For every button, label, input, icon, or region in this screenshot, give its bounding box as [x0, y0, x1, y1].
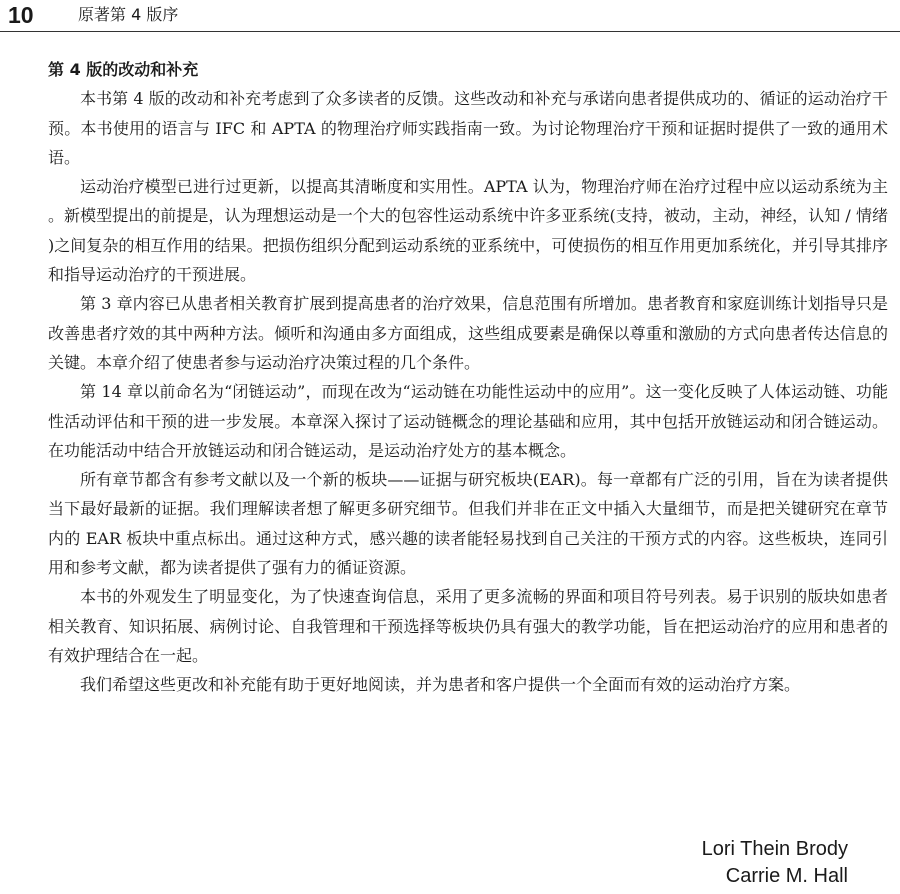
paragraph-chapter-14: 第 14 章以前命名为“闭链运动”，而现在改为“运动链在功能性运动中的应用”。这一变化反映了人体运动链、功能性活动评估和干预的进一步发展。本章深入探讨了运动链概念的理论基础和应用，其中包括开放链运动和闭合链运动。在功能活动中结合开放链运动和闭合链运动，是运动治疗处方的基本概念。 [48, 382, 888, 460]
paragraph-chapter-3: 第 3 章内容已从患者相关教育扩展到提高患者的治疗效果，信息范围有所增加。患者教育和家庭训练计划指导只是改善患者疗效的其中两种方法。倾听和沟通由多方面组成，这些组成要素是确保以尊重和激励的方式向患者传达信息的关键。本章介绍了使患者参与运动治疗决策过程的几个条件。 [48, 294, 888, 372]
paragraph-closing: 我们希望这些更改和补充能有助于更好地阅读，并为患者和客户提供一个全面而有效的运动治疗方案。 [80, 675, 801, 695]
running-title: 原著第 4 版序 [78, 5, 179, 24]
page-header [0, 0, 900, 34]
author-name: Carrie M. Hall [725, 865, 848, 887]
section-heading: 第 4 版的改动和补充 [48, 60, 199, 79]
paragraph-model-update: 运动治疗模型已进行过更新，以提高其清晰度和实用性。APTA 认为，物理治疗师在治疗过程中应以运动系统为主。新模型提出的前提是，认为理想运动是一个大的包容性运动系统中许多亚系统(支持，被动，主动，神经，认知 / 情绪)之间复杂的相互作用的结果。把损伤组织分配到运动系统的亚系统中，可使损伤的相互作用更加系统化，并引导其排序和指导运动治疗的干预进展。 [48, 177, 888, 285]
paragraph-feedback: 本书第 4 版的改动和补充考虑到了众多读者的反馈。这些改动和补充与承诺向患者提供成功的、循证的运动治疗干预。本书使用的语言与 IFC 和 APTA 的物理治疗师实践指南一致。为讨论物理治疗干预和证据时提供了一致的通用术语。 [48, 89, 888, 167]
page-number: 10 [8, 2, 34, 28]
preface-section [48, 55, 888, 700]
paragraph-appearance: 本书的外观发生了明显变化，为了快速查询信息，采用了更多流畅的界面和项目符号列表。易于识别的版块如患者相关教育、知识拓展、病例讨论、自我管理和干预选择等板块仍具有强大的教学功能，旨在把运动治疗的应用和患者的有效护理结合在一起。 [48, 587, 888, 665]
header-rule [0, 31, 900, 32]
author-signatures [702, 836, 848, 890]
author-name: Lori Thein Brody [701, 838, 848, 860]
paragraph-ear: 所有章节都含有参考文献以及一个新的板块——证据与研究板块(EAR)。每一章都有广泛的引用，旨在为读者提供当下最好最新的证据。我们理解读者想了解更多研究细节。但我们并非在正文中插入大量细节，而是把关键研究在章节内的 EAR 板块中重点标出。通过这种方式，感兴趣的读者能轻易找到自己关注的干预方式的内容。这些板块，连同引用和参考文献，都为读者提供了强有力的循证资源。 [48, 470, 888, 578]
